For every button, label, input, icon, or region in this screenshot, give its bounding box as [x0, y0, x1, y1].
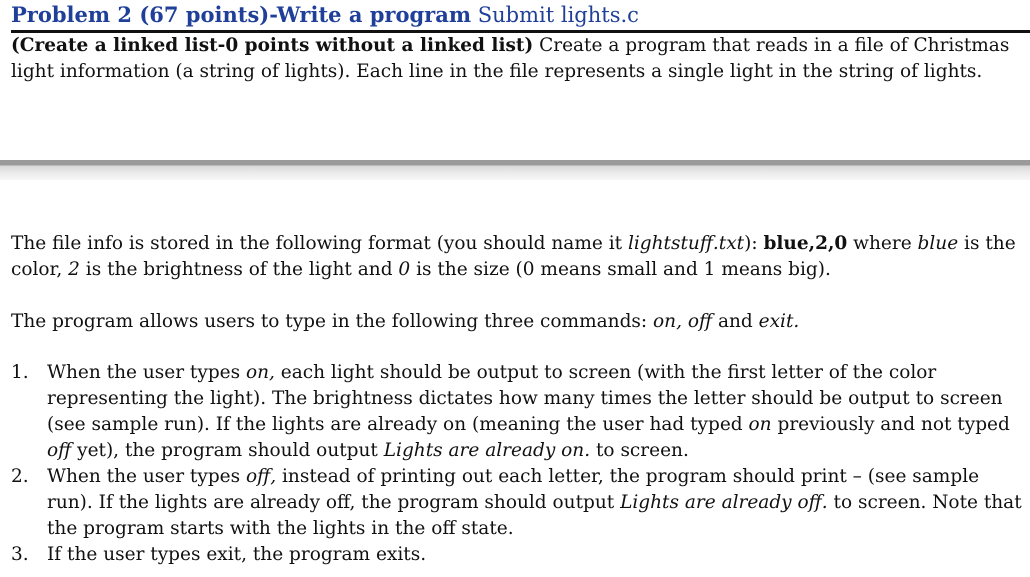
intro-paragraph [11, 33, 1026, 85]
format-text-4: is the color, [11, 233, 1016, 280]
item-text: yet), the program should output [71, 440, 384, 461]
item-text: instead of printing out each letter, the program should print – (see sample run). If the lights are already off, the program should output [47, 466, 980, 513]
size-term: 0 [398, 259, 411, 280]
list-number: 2. [11, 466, 29, 487]
format-paragraph [11, 231, 1026, 283]
item-text: to screen. Note that the program starts with the lights in the off state. [47, 492, 1022, 539]
item-text: previously and not typed [771, 414, 1010, 435]
list-number: 3. [11, 544, 29, 565]
off-command: off [47, 440, 72, 461]
on-command: on, [245, 362, 275, 383]
intro-text: Create a program that reads in a file of Christmas light information (a string of lights). Each line in the file represents a single light in the string of lights. [11, 35, 1010, 82]
problem-heading: Problem 2 (67 points)-Write a program [11, 2, 472, 27]
list-item [11, 360, 1026, 464]
format-text-6: is the size (0 means small and 1 means big). [410, 259, 831, 280]
separator-band [0, 160, 1030, 180]
commands-text-1: The program allows users to type in the following three commands: [11, 311, 654, 332]
submit-note: Submit lights.c [471, 3, 639, 27]
format-text-1: The file info is stored in the following format (you should name it [11, 233, 628, 254]
already-off-message: Lights are already off. [620, 492, 828, 513]
item-text: each light should be output to screen (with the first letter of the color representing the light). The brightness dictates how many times the letter should be output to screen (see sample run). If the lights are already on (meaning the user had typed [47, 362, 1003, 435]
item-text: If the user types exit, the program exits. [47, 544, 427, 565]
list-item [11, 464, 1026, 542]
instructions-list [11, 360, 1026, 568]
item-text: to screen. [590, 440, 689, 461]
problem-title [11, 0, 1030, 33]
commands-paragraph [11, 309, 1026, 335]
list-item [11, 542, 1026, 568]
format-text-3: where [847, 233, 918, 254]
format-text-2: ): [744, 233, 764, 254]
on-command: on [748, 414, 772, 435]
item-text: When the user types [47, 362, 246, 383]
filename: lightstuff.txt [627, 233, 745, 254]
item-text: When the user types [47, 466, 246, 487]
format-text-5: is the brightness of the light and [79, 259, 399, 280]
color-term: blue [917, 233, 959, 254]
intro-bold: (Create a linked list-0 points without a linked list) [11, 35, 534, 56]
brightness-term: 2 [68, 259, 80, 280]
already-on-message: Lights are already on. [383, 440, 591, 461]
commands-list: on, off [653, 311, 713, 332]
list-number: 1. [11, 362, 29, 383]
exit-command: exit. [758, 311, 800, 332]
commands-text-2: and [712, 311, 759, 332]
off-command: off, [245, 466, 277, 487]
format-example: blue,2,0 [763, 233, 848, 254]
